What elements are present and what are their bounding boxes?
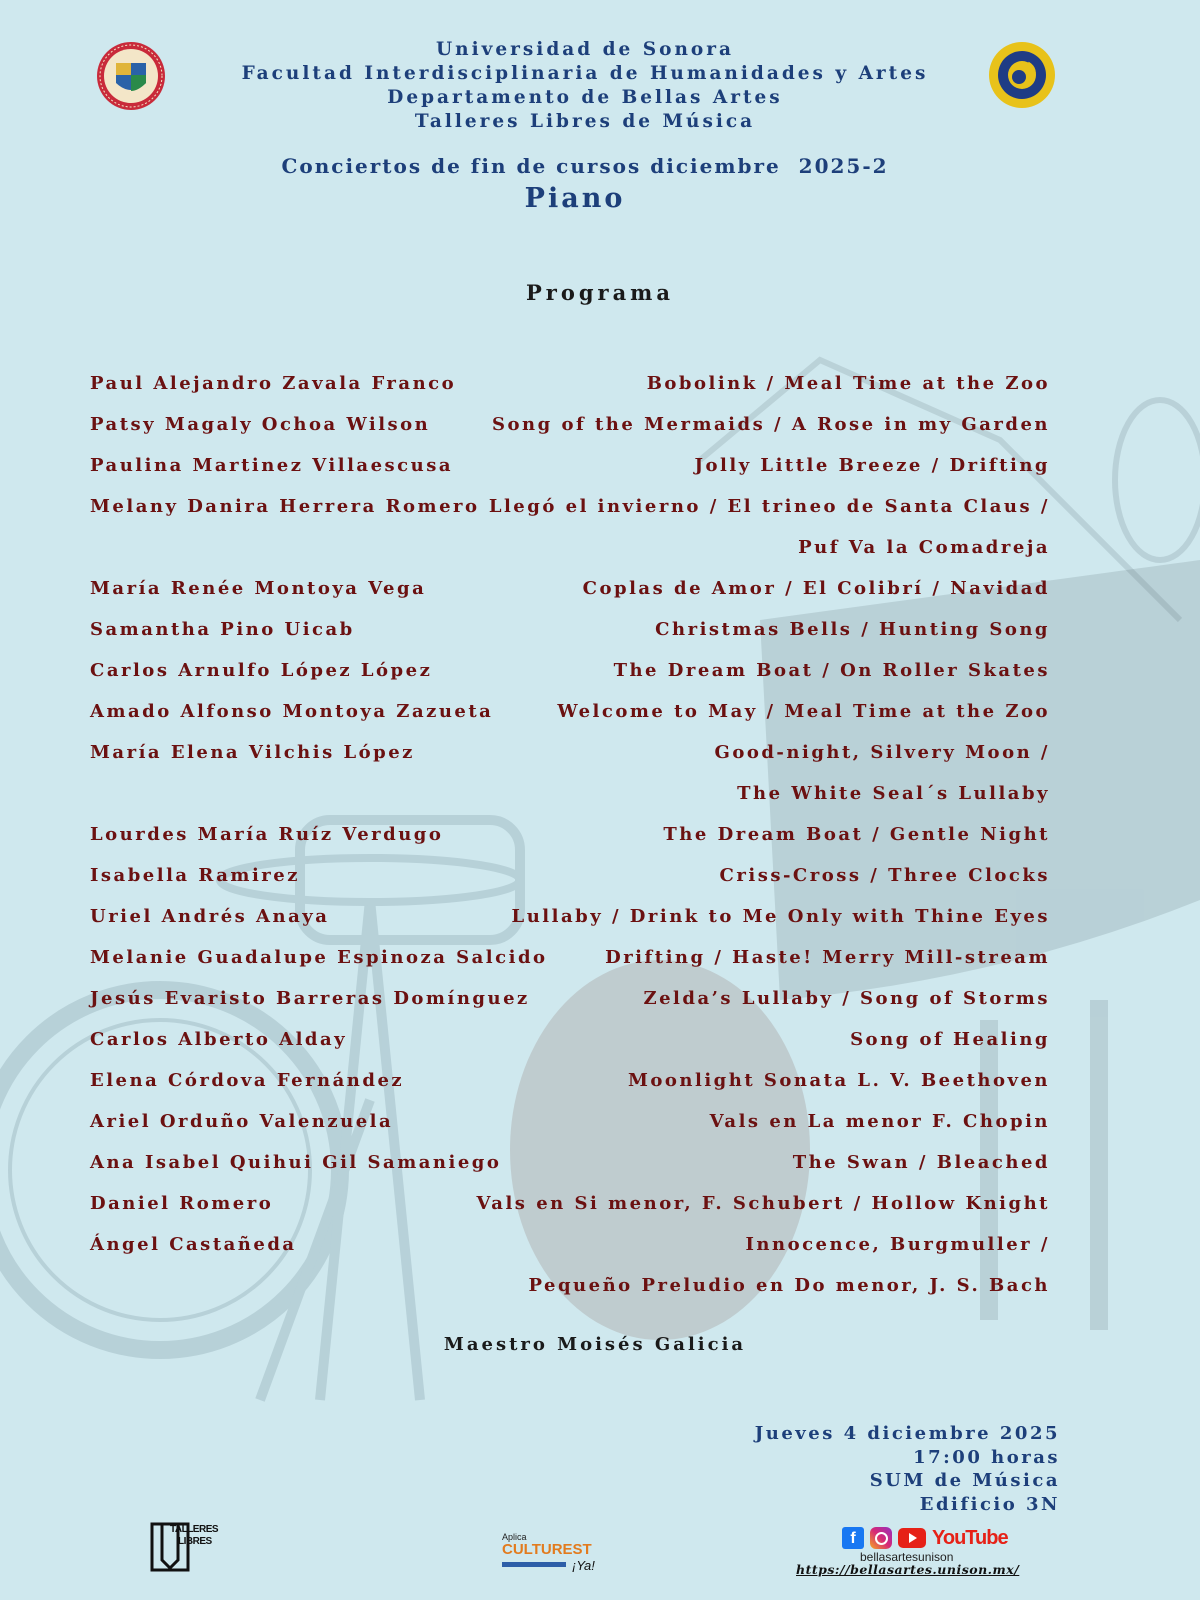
student-name: Samantha Pino Uicab [90,619,355,640]
piece-title: Innocence, Burgmuller / [745,1234,1050,1255]
department-name: Departamento de Bellas Artes [387,87,783,108]
university-name: Universidad de Sonora [436,39,734,60]
student-name: Lourdes María Ruíz Verdugo [90,824,444,845]
culturest-post: ¡Ya! [572,1558,595,1573]
student-name: María Elena Vilchis López [90,742,415,763]
program-row [90,414,1050,455]
culturest-social-icons [502,1562,566,1567]
piece-title: Vals en La menor F. Chopin [709,1111,1050,1132]
piece-title: The Dream Boat / Gentle Night [663,824,1050,845]
piece-title: Good-night, Silvery Moon / [714,742,1050,763]
faculty-name: Facultad Interdisciplinaria de Humanidades y Artes [241,63,929,84]
instagram-icon[interactable] [870,1527,892,1549]
event-time: 17:00 horas [913,1446,1060,1468]
program-row [90,1111,1050,1152]
student-name: Jesús Evaristo Barreras Domínguez [90,988,530,1009]
program-title: Programa [525,280,675,305]
program-row-continued [90,537,1050,578]
culturest-logo [502,1532,612,1580]
instrument-title: Piano [524,183,626,214]
piece-title: Puf Va la Comadreja [798,537,1050,558]
piece-title: Llegó el invierno / El trineo de Santa Claus / [488,496,1050,517]
piece-title: Coplas de Amor / El Colibrí / Navidad [582,578,1050,599]
website-link[interactable]: https://bellasartes.unison.mx/ [796,1562,1020,1577]
program-row [90,496,1050,537]
student-name: Ángel Castañeda [90,1234,297,1255]
piece-title: Lullaby / Drink to Me Only with Thine Eyes [511,906,1050,927]
program-row [90,578,1050,619]
program-row [90,906,1050,947]
program-row [90,947,1050,988]
student-name: Ana Isabel Quihui Gil Samaniego [90,1152,502,1173]
program-list [90,373,1050,1316]
youtube-icon[interactable] [898,1528,926,1548]
event-building: Edificio 3N [919,1493,1060,1515]
youtube-wordmark: YouTube [932,1526,1008,1549]
student-name: Elena Córdova Fernández [90,1070,405,1091]
piece-title: Song of Healing [850,1029,1050,1050]
student-name: Uriel Andrés Anaya [90,906,330,927]
program-row [90,988,1050,1029]
event-venue: SUM de Música [869,1470,1060,1491]
piece-title: Welcome to May / Meal Time at the Zoo [557,701,1050,722]
event-date: Jueves 4 diciembre 2025 [754,1423,1060,1444]
concert-title: Conciertos de fin de cursos diciembre 2025-2 [281,154,889,178]
program-row [90,1152,1050,1193]
program-row [90,455,1050,496]
student-name: María Renée Montoya Vega [90,578,427,599]
social-handle: bellasartesunison [860,1550,954,1564]
student-name: Carlos Alberto Alday [90,1029,348,1050]
piece-title: Jolly Little Breeze / Drifting [694,455,1050,476]
piece-title: Moonlight Sonata L. V. Beethoven [627,1070,1050,1091]
piece-title: Pequeño Preludio en Do menor, J. S. Bach [528,1275,1050,1296]
piece-title: Christmas Bells / Hunting Song [655,619,1050,640]
piece-title: The White Seal´s Lullaby [737,783,1050,804]
piece-title: Zelda’s Lullaby / Song of Storms [643,988,1050,1009]
student-name: Daniel Romero [90,1193,274,1214]
program-row [90,373,1050,414]
student-name: Patsy Magaly Ochoa Wilson [90,414,431,435]
piece-title: Vals en Si menor, F. Schubert / Hollow Knight [476,1193,1050,1214]
institution-header [0,38,1200,134]
piece-title: Criss-Cross / Three Clocks [719,865,1050,886]
student-name: Amado Alfonso Montoya Zazueta [90,701,494,722]
student-name: Ariel Orduño Valenzuela [90,1111,394,1132]
talleres-logo-bottom: LIBRES [178,1536,212,1547]
event-details [755,1422,1060,1516]
teacher-name: Maestro Moisés Galicia [443,1334,747,1355]
talleres-libres-logo [150,1522,230,1574]
piece-title: The Dream Boat / On Roller Skates [613,660,1050,681]
program-row [90,701,1050,742]
program-row [90,619,1050,660]
program-row-continued [90,783,1050,824]
piece-title: The Swan / Bleached [792,1152,1050,1173]
program-row [90,1029,1050,1070]
program-row [90,1193,1050,1234]
piece-title: Bobolink / Meal Time at the Zoo [646,373,1050,394]
student-name: Paul Alejandro Zavala Franco [90,373,457,394]
facebook-icon[interactable]: f [842,1527,864,1549]
talleres-logo-top: TALLERES [170,1524,219,1535]
piece-title: Drifting / Haste! Merry Mill-stream [605,947,1050,968]
piece-title: Song of the Mermaids / A Rose in my Garden [492,414,1050,435]
student-name: Melanie Guadalupe Espinoza Salcido [90,947,548,968]
student-name: Paulina Martinez Villaescusa [90,455,454,476]
program-row [90,865,1050,906]
social-block [790,1524,1050,1588]
program-row [90,660,1050,701]
student-name: Melany Danira Herrera Romero [90,496,480,517]
culturest-name: CULTUREST [502,1541,592,1558]
student-name: Carlos Arnulfo López López [90,660,433,681]
culturest-pre: Aplica [502,1532,527,1542]
program-row [90,742,1050,783]
program-row [90,1234,1050,1275]
workshop-name: Talleres Libres de Música [414,111,756,132]
program-row [90,824,1050,865]
student-name: Isabella Ramirez [90,865,300,886]
program-row [90,1070,1050,1111]
program-row-continued [90,1275,1050,1316]
